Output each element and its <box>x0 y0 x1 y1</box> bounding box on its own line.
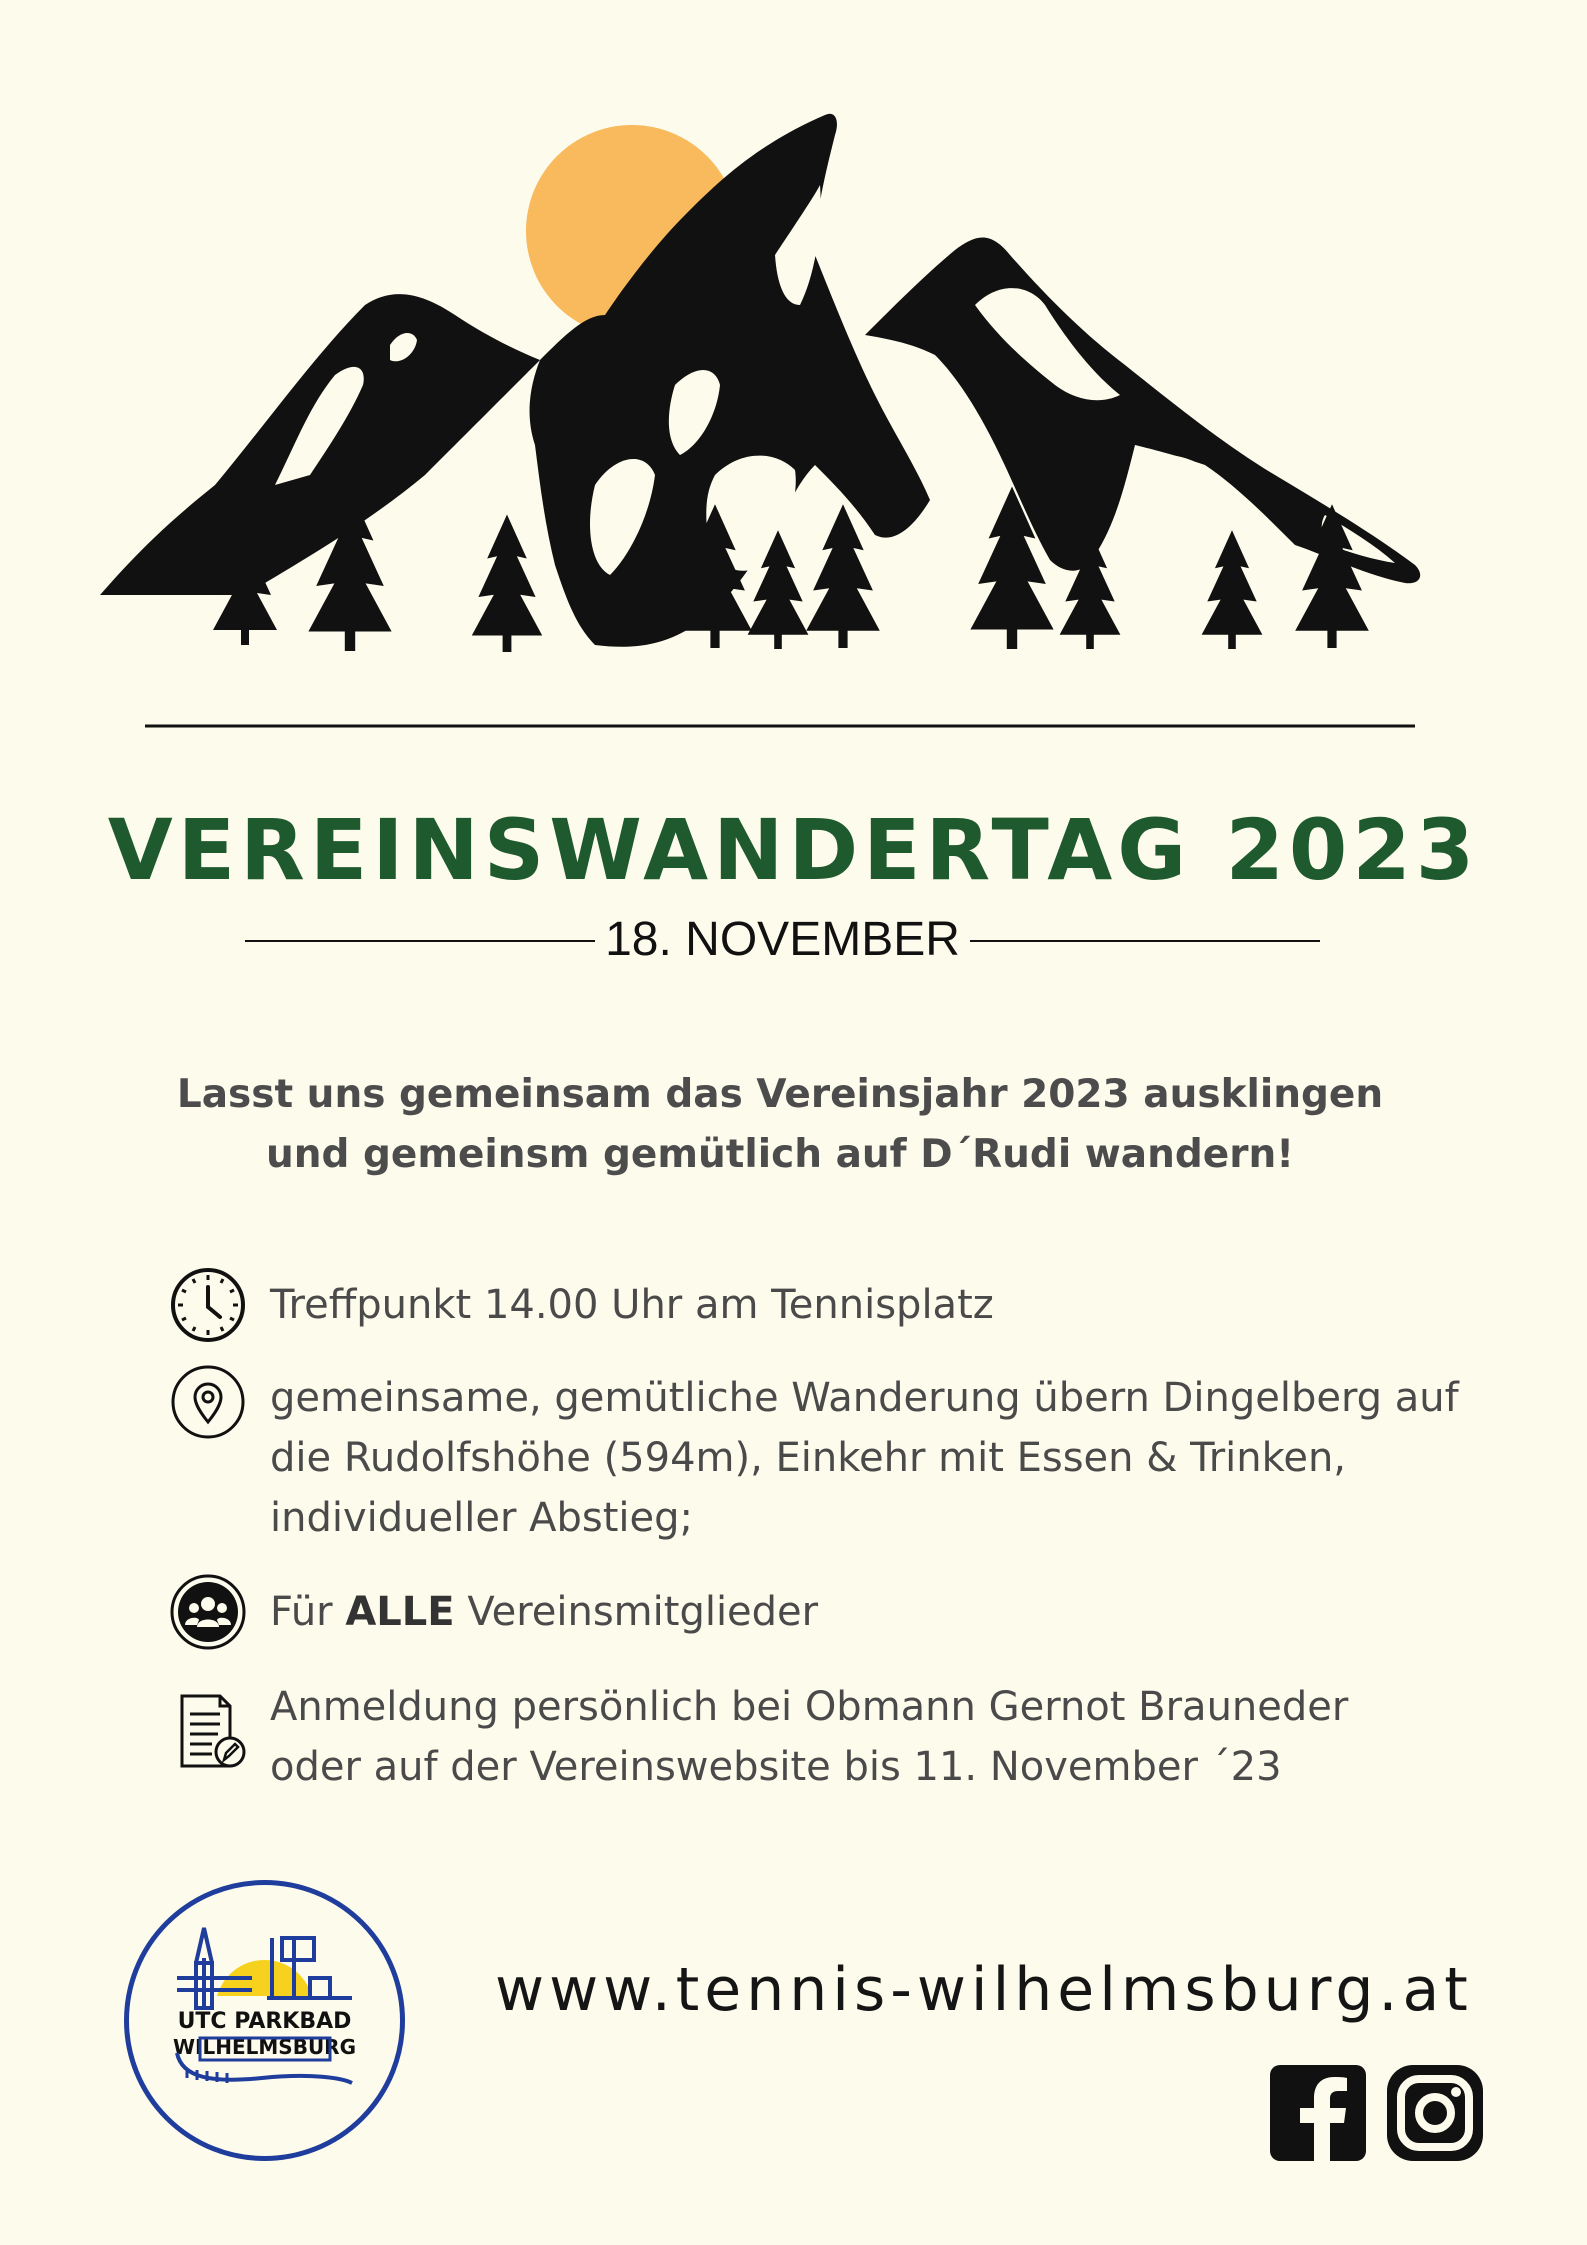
mountain-illustration <box>95 105 1495 745</box>
route-line-2: die Rudolfshöhe (594m), Einkehr mit Essen & Trinken, <box>270 1435 1347 1481</box>
registration-line-1: Anmeldung persönlich bei Obmann Gernot Brauneder <box>270 1684 1349 1730</box>
event-date: 18. NOVEMBER <box>605 913 960 966</box>
logo-line-2: WILHELMSBURG <box>173 2035 356 2059</box>
intro-line-2: und gemeinsm gemütlich auf D´Rudi wandern! <box>265 1132 1295 1177</box>
logo-line-1: UTC PARKBAD <box>177 2009 352 2034</box>
group-icon <box>168 1572 248 1652</box>
route-line-3: individueller Abstieg; <box>270 1495 693 1541</box>
route-info <box>270 1368 1530 1548</box>
clock-icon <box>168 1265 248 1345</box>
registration-info <box>270 1677 1530 1797</box>
intro-text <box>0 1065 1560 1185</box>
club-logo <box>122 1878 407 2163</box>
location-pin-icon <box>168 1362 248 1442</box>
divider-right <box>970 940 1320 942</box>
document-edit-icon <box>172 1690 252 1770</box>
route-line-1: gemeinsame, gemütliche Wanderung übern Dingelberg auf <box>270 1375 1459 1421</box>
audience-suffix: Vereinsmitglieder <box>467 1589 819 1635</box>
date-row <box>245 910 1320 970</box>
audience-prefix: Für <box>270 1589 333 1635</box>
website-link[interactable]: www.tennis-wilhelmsburg.at <box>495 1955 1473 2025</box>
audience-info <box>270 1582 1530 1642</box>
instagram-icon[interactable] <box>1385 2063 1485 2163</box>
meeting-info: Treffpunkt 14.00 Uhr am Tennisplatz <box>270 1282 994 1328</box>
registration-line-2: oder auf der Vereinswebsite bis 11. November ´23 <box>270 1744 1282 1790</box>
divider-left <box>245 940 595 942</box>
audience-bold: ALLE <box>345 1589 455 1635</box>
page-title: VEREINSWANDERTAG 2023 <box>107 801 1480 899</box>
tree-row <box>213 487 1369 653</box>
intro-line-1: Lasst uns gemeinsam das Vereinsjahr 2023 ausklingen <box>176 1072 1384 1117</box>
facebook-icon[interactable] <box>1268 2063 1368 2163</box>
